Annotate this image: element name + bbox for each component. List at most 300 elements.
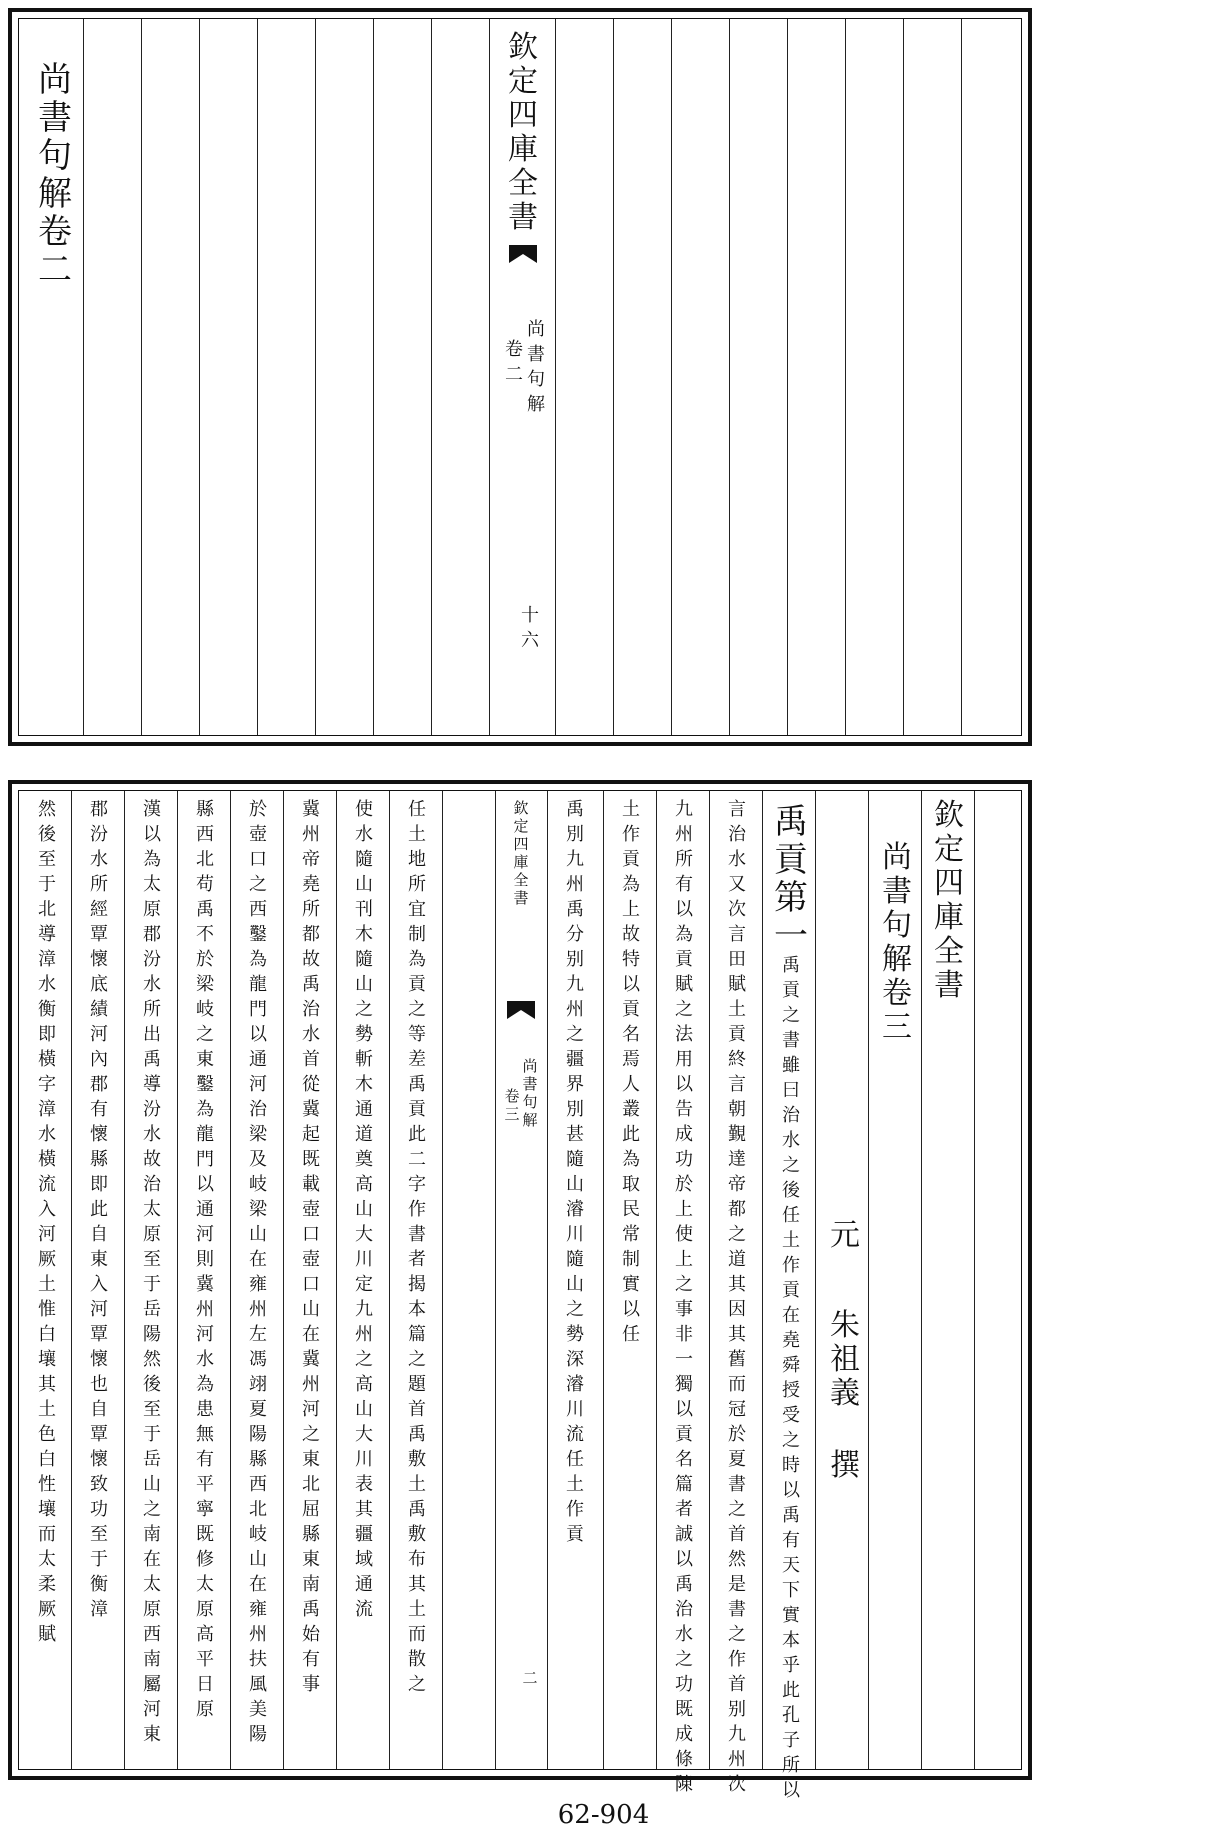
character: 汾 [90,824,108,845]
character: 作 [728,1649,746,1670]
character: 于 [143,1274,161,1295]
character: 者 [408,1249,426,1270]
character: 覃 [90,1424,108,1445]
character: 深 [566,1349,584,1370]
author-dynasty [823,1218,867,1255]
character: 以 [675,1549,693,1570]
character: 孔 [782,1705,800,1726]
character: 土 [38,1274,56,1295]
character: 欽 [508,30,538,65]
character: 致 [90,1474,108,1495]
character: 岐 [249,1174,267,1195]
character: 所 [302,899,320,920]
character: 尚 [882,840,912,875]
character: 作 [782,1255,800,1276]
character: 土 [408,1599,426,1620]
character: 既 [675,1699,693,1720]
character: 以 [675,899,693,920]
character: 覃 [90,924,108,945]
character: 原 [196,1599,214,1620]
character: 之 [675,1274,693,1295]
character: 山 [249,1549,267,1570]
character: 載 [302,1174,320,1195]
column-rule [729,19,730,735]
character: 起 [302,1124,320,1145]
character: 有 [782,1530,800,1551]
column-rule [709,791,710,1769]
character: 定 [934,832,964,867]
character: 郡 [90,799,108,820]
character: 此 [408,1124,426,1145]
character: 始 [302,1624,320,1645]
character: 其 [728,1274,746,1295]
character: 於 [675,1174,693,1195]
character: 通 [355,1099,373,1120]
character: 隨 [355,949,373,970]
character: 後 [782,1180,800,1201]
character: 水 [38,974,56,995]
character: 元 [830,1218,860,1253]
character: 九 [675,799,693,820]
character: 岳 [143,1449,161,1470]
character: 獨 [675,1374,693,1395]
character: 田 [728,949,746,970]
character: 勢 [355,1024,373,1045]
character: 字 [408,1174,426,1195]
character: 堯 [302,874,320,895]
character: 漳 [38,949,56,970]
text-column-6 [342,801,386,1626]
character: 作 [408,1199,426,1220]
character: 于 [143,1424,161,1445]
character: 水 [782,1130,800,1151]
character: 貢 [622,849,640,870]
character: 所 [675,849,693,870]
character: 山 [355,874,373,895]
character: 一 [675,1349,693,1370]
character: 流 [355,1599,373,1620]
character: 水 [38,1124,56,1145]
center-book-title [525,321,547,421]
column-rule [489,19,490,735]
character: 高 [196,1624,214,1645]
character: 解 [882,942,912,977]
character: 橫 [38,1149,56,1170]
column-rule [547,791,548,1769]
character: 之 [566,1299,584,1320]
character: 疆 [355,1524,373,1545]
character: 在 [249,1249,267,1270]
character: 庫 [513,853,529,871]
character: 時 [782,1455,800,1476]
character: 言 [728,799,746,820]
character: 制 [408,924,426,945]
character: 首 [408,1399,426,1420]
chapter-note [771,957,811,1807]
character: 别 [566,949,584,970]
character: 通 [249,1049,267,1070]
character: 下 [782,1580,800,1601]
character: 郡 [90,1074,108,1095]
character: 故 [622,924,640,945]
character: 字 [38,1074,56,1095]
author-role [823,1448,867,1485]
character: 苟 [196,874,214,895]
column-rule [656,791,657,1769]
character: 陳 [675,1774,693,1795]
character: 撰 [830,1448,860,1483]
character: 河 [90,1299,108,1320]
character: 白 [38,1449,56,1470]
character: 懷 [90,949,108,970]
character: 東 [143,1724,161,1745]
character: 馮 [249,1349,267,1370]
character: 朝 [728,1099,746,1120]
character: 使 [355,799,373,820]
character: 條 [675,1749,693,1770]
character: 表 [355,1474,373,1495]
character: 懷 [90,1124,108,1145]
character: 四 [508,98,538,133]
character: 道 [728,1249,746,1270]
character: 叢 [622,1099,640,1120]
character: 任 [782,1205,800,1226]
character: 是 [728,1574,746,1595]
character: 南 [143,1524,161,1545]
character: 賦 [38,1624,56,1645]
character: 貢 [782,980,800,1001]
column-rule [442,791,443,1769]
character: 通 [355,1574,373,1595]
character: 子 [782,1730,800,1751]
character: 甚 [566,1124,584,1145]
character: 壺 [302,1249,320,1270]
column-rule [389,791,390,1769]
character: 為 [143,849,161,870]
character: 域 [355,1549,373,1570]
character: 陽 [249,1724,267,1745]
character: 修 [196,1549,214,1570]
character: 定 [355,1274,373,1295]
character: 懷 [90,1349,108,1370]
character: 舊 [728,1349,746,1370]
character: 貢 [566,1524,584,1545]
character: 平 [196,1474,214,1495]
character: 即 [90,1174,108,1195]
center-title [499,801,543,909]
column-rule [199,19,200,735]
character: 土 [408,1474,426,1495]
character: 常 [622,1224,640,1245]
character: 夏 [249,1399,267,1420]
character: 流 [566,1424,584,1445]
character: 衡 [38,999,56,1020]
character: 鑿 [249,924,267,945]
character: 疆 [566,1049,584,1070]
character: 在 [782,1305,800,1326]
character: 非 [675,1324,693,1345]
character: 庫 [508,132,538,167]
character: 木 [355,924,373,945]
character: 句 [527,369,545,390]
character: 出 [143,1024,161,1045]
character: 東 [90,1249,108,1270]
character: 以 [782,1780,800,1801]
character: 濬 [566,1374,584,1395]
character: 川 [355,1249,373,1270]
center-title [495,30,551,237]
character: 在 [249,1574,267,1595]
character: 東 [196,1049,214,1070]
character: 勢 [566,1324,584,1345]
character: 人 [622,1074,640,1095]
character: 不 [196,924,214,945]
character: 水 [355,824,373,845]
character: 無 [196,1424,214,1445]
text-column-8 [236,801,280,1751]
character: 功 [675,1674,693,1695]
character: 書 [782,1030,800,1051]
character: 縣 [302,1524,320,1545]
column-rule [845,19,846,735]
character: 漳 [90,1599,108,1620]
character: 此 [90,1199,108,1220]
center-volume [501,1089,523,1125]
character: 州 [249,1299,267,1320]
character: 山 [566,1274,584,1295]
character: 河 [302,1399,320,1420]
character: 全 [934,934,964,969]
character: 禹 [566,899,584,920]
character: 太 [196,1574,214,1595]
character: 寧 [196,1499,214,1520]
character: 水 [302,1024,320,1045]
character: 以 [675,1399,693,1420]
character: 土 [782,1230,800,1251]
character: 北 [196,849,214,870]
character: 首 [302,1049,320,1070]
character: 西 [249,1474,267,1495]
character: 厥 [38,1249,56,1270]
character: 後 [143,1374,161,1395]
character: 實 [782,1605,800,1626]
character: 之 [728,1499,746,1520]
character: 句 [522,1093,538,1111]
character: 門 [249,999,267,1020]
column-rule [921,791,922,1769]
character: 成 [675,1724,693,1745]
character: 書 [882,874,912,909]
character: 岐 [196,999,214,1020]
column-rule [903,19,904,735]
character: 布 [408,1549,426,1570]
character: 以 [622,974,640,995]
character: 為 [196,1374,214,1395]
character: 北 [38,899,56,920]
character: 六 [521,630,539,651]
character: 土 [566,1474,584,1495]
character: 州 [675,824,693,845]
column-rule [141,19,142,735]
character: 原 [143,1224,161,1245]
character: 南 [143,1649,161,1670]
character: 名 [622,1024,640,1045]
character: 之 [355,1349,373,1370]
character: 書 [38,98,72,138]
page-number [519,1671,541,1689]
character: 治 [782,1105,800,1126]
character: 覃 [90,1324,108,1345]
character: 山 [249,1224,267,1245]
character: 縣 [249,1449,267,1470]
column-rule [373,19,374,735]
character: 平 [196,1649,214,1670]
character: 屈 [302,1499,320,1520]
character: 卷 [882,976,912,1011]
character: 門 [196,1149,214,1170]
character: 懷 [90,1449,108,1470]
character: 達 [728,1149,746,1170]
character: 郡 [143,924,161,945]
character: 堯 [782,1330,800,1351]
character: 南 [302,1574,320,1595]
character: 左 [249,1324,267,1345]
character: 川 [566,1224,584,1245]
character: 原 [143,899,161,920]
character: 縣 [90,1149,108,1170]
character: 禹 [675,1574,693,1595]
character: 治 [143,1174,161,1195]
character: 土 [408,824,426,845]
character: 東 [302,1549,320,1570]
character: 橫 [38,1049,56,1070]
character: 解 [38,174,72,214]
character: 梁 [249,1124,267,1145]
character: 壺 [302,1199,320,1220]
character: 地 [408,849,426,870]
character: 入 [38,1199,56,1220]
character: 次 [728,899,746,920]
character: 之 [408,999,426,1020]
character: 為 [408,949,426,970]
character: 奠 [355,1149,373,1170]
character: 貢 [675,1424,693,1445]
character: 州 [566,874,584,895]
character: 所 [143,999,161,1020]
character: 言 [728,1074,746,1095]
character: 北 [302,1474,320,1495]
character: 西 [249,899,267,920]
character: 縣 [196,799,214,820]
character: 然 [728,1549,746,1570]
character: 之 [675,1649,693,1670]
character: 卷 [504,1087,520,1105]
character: 貢 [408,1099,426,1120]
character: 白 [38,1324,56,1345]
character: 焉 [622,1049,640,1070]
character: 第 [774,878,808,918]
character: 書 [527,344,545,365]
character: 之 [302,1424,320,1445]
character: 禹 [196,899,214,920]
character: 之 [782,1155,800,1176]
character: 取 [622,1174,640,1195]
character: 則 [196,1249,214,1270]
character: 舜 [782,1355,800,1376]
character: 作 [566,1499,584,1520]
character: 州 [728,1749,746,1770]
character: 解 [522,1111,538,1129]
character: 汾 [143,949,161,970]
character: 治 [728,824,746,845]
character: 東 [302,1449,320,1470]
character: 誠 [675,1524,693,1545]
character: 入 [90,1274,108,1295]
character: 山 [355,1399,373,1420]
character: 從 [302,1074,320,1095]
character: 貢 [774,840,808,880]
character: 之 [782,1430,800,1451]
character: 宜 [408,899,426,920]
character: 都 [728,1199,746,1220]
character: 義 [830,1376,860,1411]
character: 本 [782,1630,800,1651]
character: 績 [90,999,108,1020]
character: 刊 [355,899,373,920]
character: 自 [90,1399,108,1420]
character: 禹 [566,799,584,820]
character: 於 [728,1424,746,1445]
character: 美 [249,1699,267,1720]
column-rule [961,19,962,735]
character: 言 [728,924,746,945]
character: 太 [143,1199,161,1220]
character: 水 [143,1124,161,1145]
column-rule [787,19,788,735]
character: 太 [38,1549,56,1570]
character: 禹 [302,1599,320,1620]
character: 次 [728,1774,746,1795]
character: 禹 [143,1049,161,1070]
character: 禹 [408,1424,426,1445]
column-rule [177,791,178,1769]
character: 水 [196,1349,214,1370]
character: 作 [622,824,640,845]
character: 梁 [249,1199,267,1220]
character: 高 [355,1174,373,1195]
text-column-7 [289,801,333,1701]
character: 賦 [675,974,693,995]
character: 水 [143,974,161,995]
character: 冀 [302,1099,320,1120]
character: 通 [196,1199,214,1220]
character: 受 [782,1405,800,1426]
top-page [8,8,1032,746]
character: 色 [38,1424,56,1445]
character: 口 [249,849,267,870]
character: 口 [302,1224,320,1245]
character: 上 [675,1249,693,1270]
character: 貢 [782,1280,800,1301]
character: 隨 [355,849,373,870]
character: 九 [566,974,584,995]
character: 尚 [527,319,545,340]
character: 厥 [38,1599,56,1620]
column-rule [336,791,337,1769]
character: 冀 [196,1274,214,1295]
character: 篇 [408,1324,426,1345]
character: 授 [782,1380,800,1401]
